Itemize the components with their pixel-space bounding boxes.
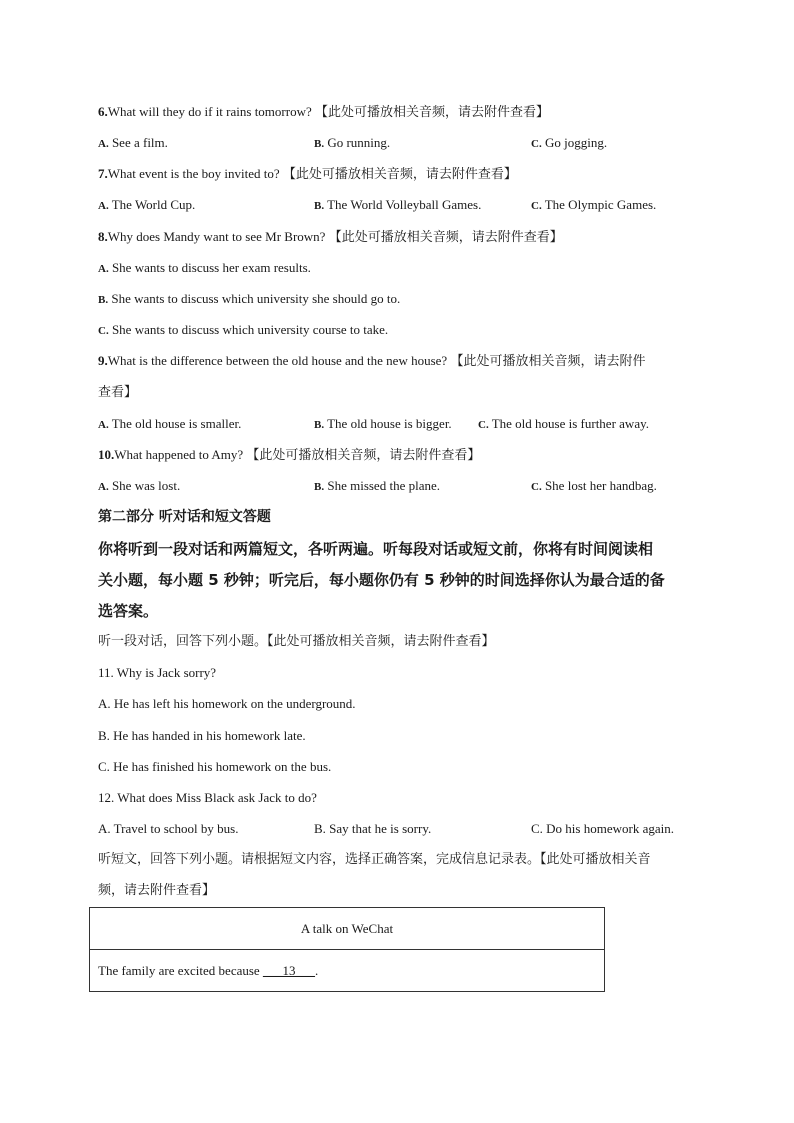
- table-row: The family are excited because ___13___ .: [98, 963, 319, 978]
- question-text: What is the difference between the old house and the new house?: [107, 353, 448, 368]
- question-number: 8.: [98, 229, 108, 244]
- section-instructions-line: 选答案。: [98, 602, 159, 620]
- answer-blank[interactable]: ___13___: [262, 963, 315, 978]
- option-b: B. The old house is bigger.: [314, 416, 452, 431]
- audio-note-part: 【此处可播放相关音频，请去附件: [450, 354, 646, 369]
- question-12-stem: 12. What does Miss Black ask Jack to do?: [98, 790, 317, 805]
- option-a: A. The old house is smaller.: [98, 416, 242, 431]
- option-b: B. She missed the plane.: [314, 478, 440, 493]
- option-a: A. The World Cup.: [98, 197, 196, 212]
- dialogue-intro: 听一段对话，回答下列小题。【此处可播放相关音频，请去附件查看】: [98, 634, 495, 649]
- option-c: C. Do his homework again.: [531, 821, 674, 836]
- passage-intro-line: 频，请去附件查看】: [98, 883, 216, 898]
- table-title: A talk on WeChat: [90, 908, 604, 950]
- question-number: 9.: [98, 353, 108, 368]
- question-9: [98, 352, 645, 371]
- question-9-wrap: 查看】: [98, 385, 138, 400]
- option-b: B. He has handed in his homework late.: [98, 728, 306, 743]
- option-b: B. Go running.: [314, 135, 391, 150]
- info-record-table: [89, 907, 605, 992]
- question-number: 7.: [98, 166, 108, 181]
- question-number: 6.: [98, 104, 108, 119]
- question-8: [98, 228, 563, 247]
- question-11-stem: 11. Why is Jack sorry?: [98, 665, 217, 680]
- option-c: C. She lost her handbag.: [531, 478, 657, 493]
- question-7: [98, 165, 517, 184]
- option-b: B. The World Volleyball Games.: [314, 197, 482, 212]
- option-a: A. Travel to school by bus.: [98, 821, 239, 836]
- option-b: B. Say that he is sorry.: [314, 821, 432, 836]
- question-number: 10.: [98, 447, 115, 462]
- audio-note: 【此处可播放相关音频，请去附件查看】: [282, 167, 517, 182]
- audio-note: 【此处可播放相关音频，请去附件查看】: [246, 448, 481, 463]
- option-a: A. See a film.: [98, 135, 168, 150]
- question-text: What happened to Amy?: [114, 447, 244, 462]
- option-c: C. She wants to discuss which university course to take.: [98, 322, 389, 337]
- option-a: A. She wants to discuss her exam results.: [98, 260, 311, 275]
- question-text: What will they do if it rains tomorrow?: [107, 104, 312, 119]
- question-text: Why does Mandy want to see Mr Brown?: [107, 229, 326, 244]
- audio-note: 【此处可播放相关音频，请去附件查看】: [328, 230, 563, 245]
- question-6: [98, 103, 549, 122]
- section-title: 第二部分 听对话和短文答题: [98, 509, 271, 525]
- option-c: C. He has finished his homework on the bus.: [98, 759, 332, 774]
- option-c: C. The Olympic Games.: [531, 197, 657, 212]
- option-a: A. He has left his homework on the underground.: [98, 696, 356, 711]
- option-c: C. Go jogging.: [531, 135, 608, 150]
- row-text: The family are excited because: [98, 963, 260, 978]
- question-text: What event is the boy invited to?: [107, 166, 280, 181]
- section-instructions-line: 关小题，每小题 5 秒钟；听完后，每小题你仍有 5 秒钟的时间选择你认为最合适的备: [98, 571, 665, 589]
- section-instructions-line: 你将听到一段对话和两篇短文，各听两遍。听每段对话或短文前，你将有时间阅读相: [98, 540, 654, 558]
- option-c: C. The old house is further away.: [478, 416, 649, 431]
- option-a: A. She was lost.: [98, 478, 181, 493]
- question-10: [98, 446, 480, 465]
- audio-note: 【此处可播放相关音频，请去附件查看】: [314, 105, 549, 120]
- option-b: B. She wants to discuss which university she should go to.: [98, 291, 401, 306]
- passage-intro-line: 听短文，回答下列小题。请根据短文内容，选择正确答案，完成信息记录表。【此处可播放相关音: [98, 852, 651, 867]
